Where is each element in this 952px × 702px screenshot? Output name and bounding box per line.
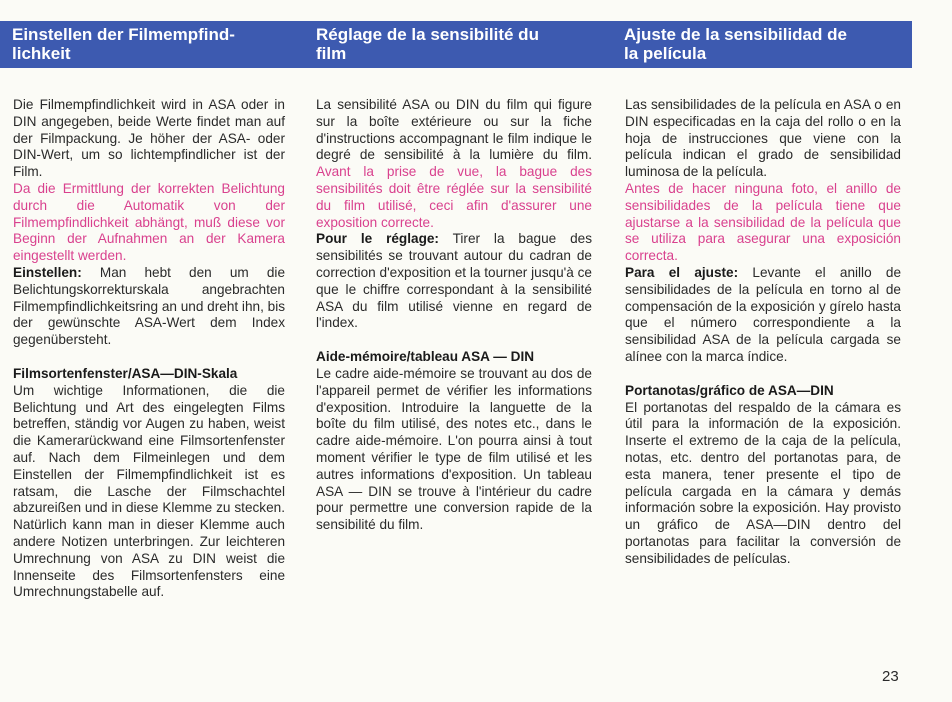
column-fr [316,97,592,534]
procedure-text-fr: Tirer la bague des sensibilités se trouvant autour du cadran de correction d'exposition et la tourner jusqu'à ce que le chiffre correspondant à la sensibilité ASA du film utilisé vienne en regard de l'index. [316,231,592,331]
intro-de: Die Filmempfindlichkeit wird in ASA oder in DIN angegeben, beide Werte findet man auf der Filmpackung. Je höher der ASA- oder DIN-Wert, um so lichtempfindlicher ist der Film. [13,97,285,180]
section-heading-es: Portanotas/gráfico de ASA—DIN [625,382,834,398]
procedure-text-de: Man hebt den um die Belichtungskorrekturskala angebrachten Filmempfindlichkeitsring an und dreht ihn, bis der gewünschte ASA-Wert dem Index gegenübersteht. [13,264,286,348]
section-heading-fr: Aide-mémoire/tableau ASA — DIN [316,349,535,365]
column-de [13,97,285,601]
page-number: 23 [882,668,899,685]
intro-es: Las sensibilidades de la película en ASA o en DIN especificadas en la caja del rollo o en la hoja de instrucciones que viene con la película indican el grado de sensibilidad luminosa de la película. [625,97,901,180]
title-es: Ajuste de la sensibilidad de la película [624,25,847,63]
column-es [625,97,901,568]
section-text-es: El portanotas del respaldo de la cámara es útil para la información de la exposición. Inserte el extremo de la caja de la película, notas, etc. dentro del portanotas para, de esta manera, tener presente el tipo de película cargada en la cámara y demás información sobre la exposición. Hay provisto un gráfico de ASA—DIN dentro del portanotas para facilitar la conversión de sensibilidades de películas. [625,399,901,566]
procedure-de [13,265,285,349]
procedure-text-es: Levante el anillo de sensibilidades de la película en torno al de compensación de la exposición y gírelo hasta que el número correspondiente a la sensibilidad ASA de la película cargada se alínee con la marca índice. [625,264,902,364]
procedure-fr [316,231,592,332]
warning-de: Da die Ermittlung der korrekten Belichtung durch die Automatik von der Filmempfindlichkeit abhängt, muß diese vor Beginn der Aufnahmen an der Kamera eingestellt werden. [13,180,285,264]
intro-fr: La sensibilité ASA ou DIN du film qui figure sur la boîte extérieure ou sur la fiche d'instructions accompagnant le film indique le degré de sensibilité à la lumière du film. [316,97,592,163]
warning-fr: Avant la prise de vue, la bague des sensibilités doit être réglée sur la sensibilité du film utilisé, ceci afin d'assurer une exposition correcte. [316,164,592,230]
section-heading-de: Filmsortenfenster/ASA—DIN-Skala [13,365,238,381]
section-text-de: Um wichtige Informationen, die die Belichtung und Art des eingelegten Films betreffen, ständig vor Augen zu haben, weist die Kamerarückwand eine Filmsortenfenster auf. Nach dem Filmeinlegen und dem Einstellen der Filmempfindlichkeit ist es ratsam, die Lasche der Filmschachtel abzureißen und in diese Klemme zu stecken. Natürlich kann man in dieser Klemme auch andere Notizen unterbringen. Zur leichteren Umrechnung von ASA zu DIN weist die Innenseite des Filmsortenfensters eine Umrechnungstabelle auf. [13,382,285,600]
procedure-label-fr: Pour le réglage: [316,231,439,247]
procedure-label-de: Einstellen: [13,264,82,280]
procedure-label-es: Para el ajuste: [625,264,739,280]
procedure-es [625,265,901,366]
title-de: Einstellen der Filmempfind- lichkeit [12,25,235,63]
title-fr: Réglage de la sensibilité du film [316,25,539,63]
warning-es: Antes de hacer ninguna foto, el anillo de sensibilidades de la película tiene que ajustarse a la sensibilidad de la película que se utiliza para asegurar una exposición correcta. [625,180,901,264]
section-text-fr: Le cadre aide-mémoire se trouvant au dos de l'appareil permet de vérifier les informations d'exposition. Introduire la languette de la boîte du film utilisé, des notes etc., dans le cadre aide-mémoire. L'on pourra ainsi à tout moment vérifier le type de film utilisé et les autres informations d'exposition. Un tableau ASA — DIN se trouve à l'intérieur du cadre pour permettre une conversion rapide de la sensibilité du film. [316,365,592,533]
